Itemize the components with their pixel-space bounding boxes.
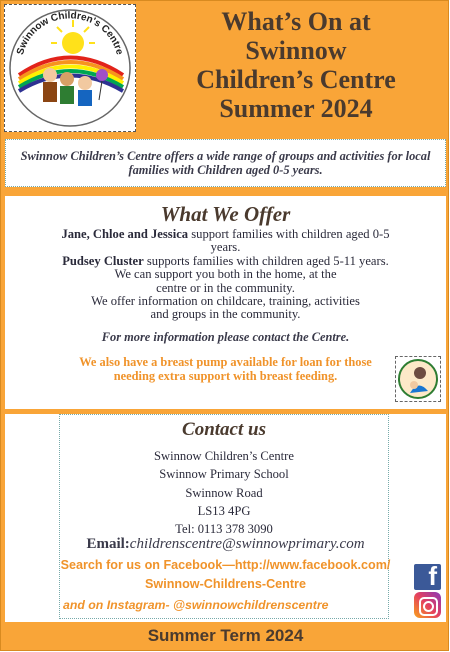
offer-info-text: We offer information on childcare, training, activities and groups in the community. — [91, 294, 360, 322]
email-label: Email: — [86, 536, 130, 552]
what-we-offer-section — [5, 196, 446, 409]
breastfeeding-graphic — [396, 357, 440, 401]
breast-pump-note: We also have a breast pump available for loan for those needing extra support with breast feeding. — [79, 354, 372, 383]
centre-logo — [4, 4, 136, 132]
facebook-icon[interactable]: f — [414, 564, 441, 590]
offer-staff-names: Jane, Chloe and Jessica — [61, 227, 189, 241]
address-line: Swinnow Primary School — [159, 467, 289, 482]
phone-number: Tel: 0113 378 3090 — [175, 522, 273, 537]
title-line-3: Children’s Centre — [196, 65, 396, 94]
offer-body — [5, 228, 446, 322]
title-line-4: Summer 2024 — [219, 94, 373, 123]
offer-cluster-name: Pudsey Cluster — [62, 253, 144, 268]
footer-term: Summer Term 2024 — [147, 626, 304, 645]
offer-support-text: We can support you both in the home, at the centre or in the community. — [114, 267, 337, 295]
intro-text: Swinnow Children’s Centre offers a wide range of groups and activities for local families with Children aged 0-5 years. — [20, 149, 431, 177]
intro-box — [5, 139, 446, 187]
title-line-2: Swinnow — [245, 36, 347, 65]
address-line: Swinnow Road — [185, 485, 263, 500]
email-address[interactable]: childrenscentre@swinnowprimary.com — [129, 536, 365, 552]
instagram-icon[interactable] — [414, 592, 441, 618]
offer-heading: What We Offer — [160, 202, 291, 226]
facebook-link[interactable] — [5, 556, 446, 594]
offer-cluster-text: supports families with children aged 5-11 years. — [143, 253, 389, 268]
email-line — [5, 536, 446, 553]
poster-title — [151, 7, 441, 123]
instagram-handle[interactable]: and on Instagram- @swinnowchildrenscentre — [63, 598, 329, 612]
offer-contact-note: For more information please contact the Centre. — [101, 329, 350, 344]
breastfeeding-friendly-icon — [395, 356, 441, 402]
contact-section — [5, 414, 446, 622]
address-line: LS13 4PG — [197, 503, 251, 518]
facebook-line-2[interactable]: Swinnow-Childrens-Centre — [145, 577, 306, 591]
logo-text: Swinnow Children's Centre — [15, 10, 125, 57]
contact-heading: Contact us — [182, 419, 266, 440]
offer-staff-text: support families with children aged 0-5 years. — [188, 227, 390, 255]
contact-address — [60, 447, 388, 538]
logo-graphic — [5, 5, 135, 131]
facebook-line-1[interactable]: Search for us on Facebook—http://www.facebook.com/ — [60, 558, 391, 572]
title-line-1: What’s On at — [221, 7, 371, 36]
address-line: Swinnow Children’s Centre — [154, 449, 294, 463]
